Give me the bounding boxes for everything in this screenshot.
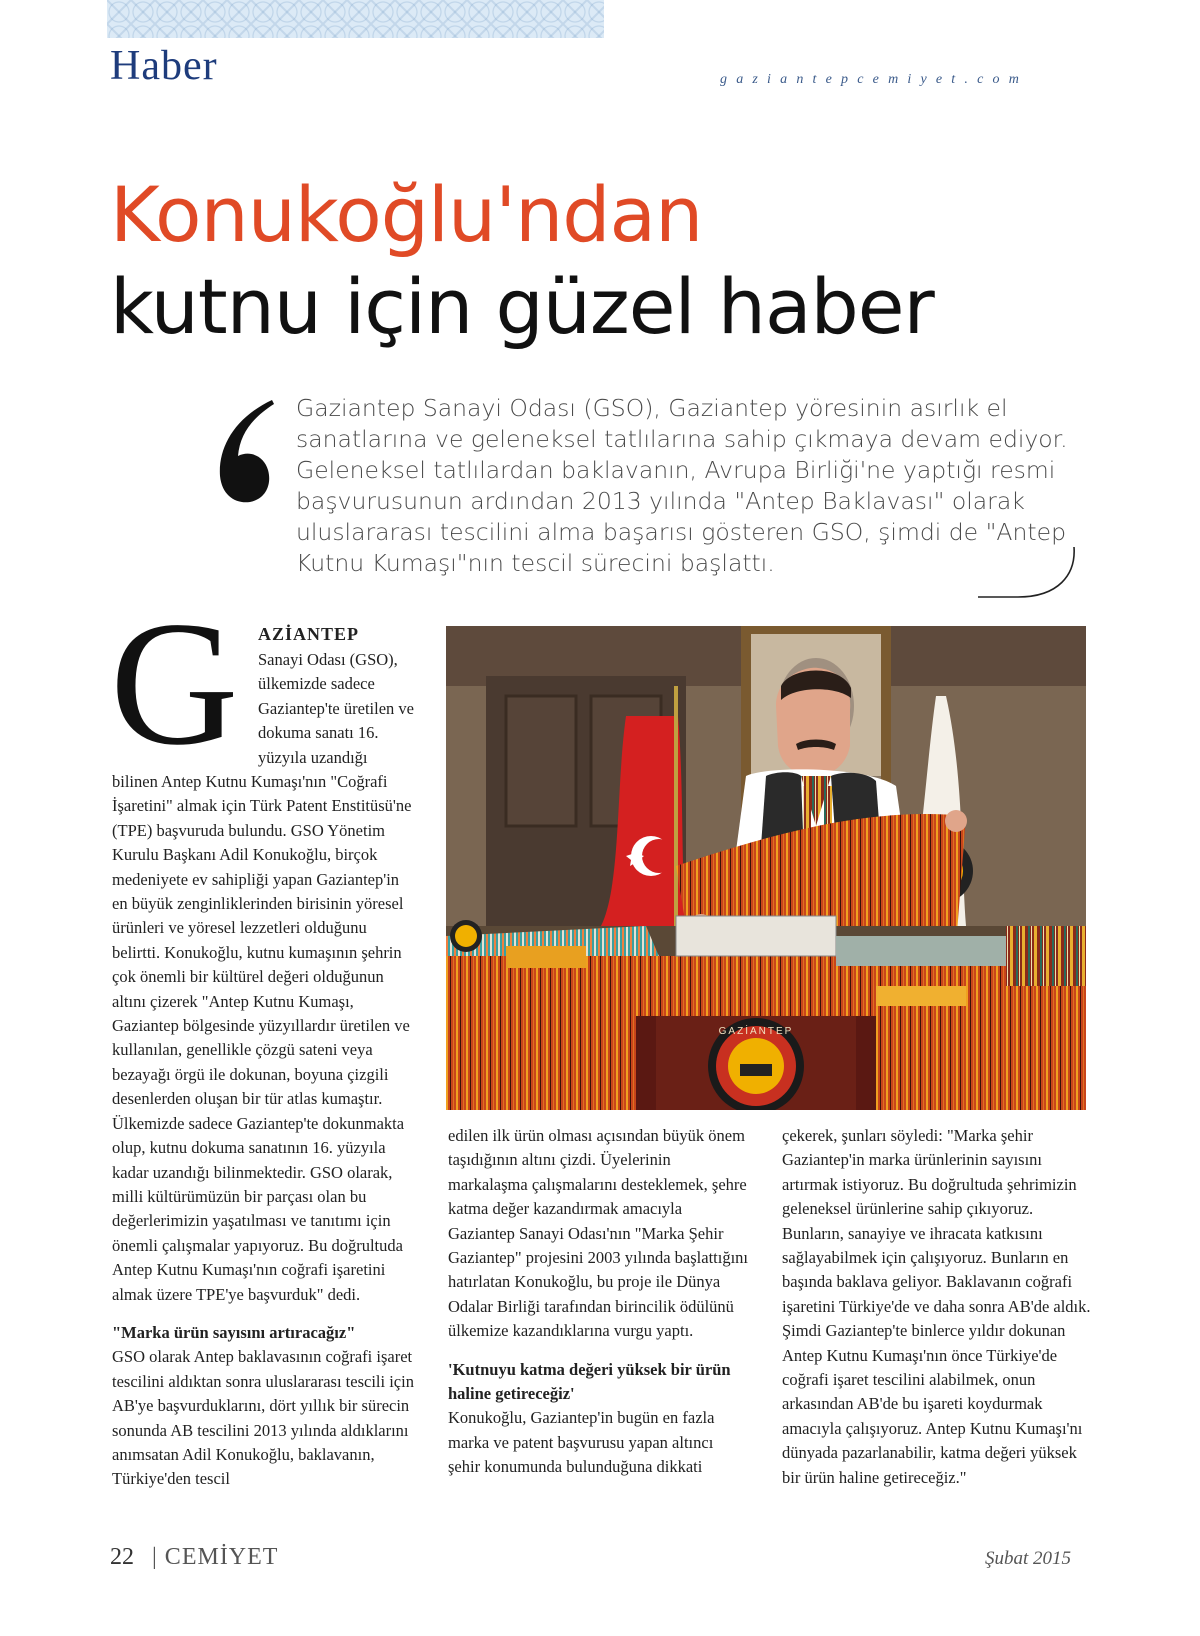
- headline-line-1: Konukoğlu'ndan: [110, 170, 703, 259]
- column-3: [782, 1124, 1094, 1490]
- column-1-subsection-text: GSO olarak Antep baklavasının coğrafi işaret tescilini aldıktan sonra uluslararası tescili için AB'ye başvurduklarını, dört yıllık bir sürecin sonunda AB tescilini 2013 yılında aldıklarını anımsatan Adil Konukoğlu, baklavanın, Türkiye'den tescil: [112, 1347, 414, 1489]
- dropcap-letter: G: [110, 584, 239, 782]
- column-2-paragraph: edilen ilk ürün olması açısından büyük önem taşıdığının altını çizdi. Üyelerinin markalaşma çalışmalarını desteklemek, şehre katma değer kazandırmak amacıyla Gaziantep Sanayi Odası'nın "Marka Şehir Gaziantep" projesini 2003 yılında başlattığını hatırlatan Konukoğlu, bu proje ile Dünya Odalar Birliği tarafından birincilik ödülünü ülkemize kazandıklarına vurgu yaptı.: [448, 1126, 749, 1341]
- lead-paragraph: Gaziantep Sanayi Odası (GSO), Gaziantep yöresinin asırlık el sanatlarına ve geleneksel tatlılarına sahip çıkmaya devam ediyor. Geleneksel tatlılardan baklavanın, Avrupa Birliği'ne yaptığı resmi başvurusunun ardından 2013 yılında "Antep Baklavası" olarak uluslararası tescilini alma başarısı gösteren GSO, şimdi de "Antep Kutnu Kumaşı"nın tescil sürecini başlattı.: [296, 394, 1068, 577]
- decorative-pattern-band: [107, 0, 604, 38]
- column-1: [112, 770, 418, 1492]
- quote-end-flourish-icon: [978, 545, 1078, 601]
- magazine-name: | CEMİYET: [152, 1544, 279, 1570]
- column-3-paragraph: çekerek, şunları söyledi: "Marka şehir Gaziantep'in marka ürünlerinin sayısını artırmak istiyoruz. Bu doğrultuda şehrimizin geleneksel ürünlerine sahip çıkıyoruz. Bunların, sanayiye ve ihracata katkısını sağlayabilmek için çalışıyoruz. Bunların en başında baklava geliyor. Baklavanın coğrafi işaretini Türkiye'de ve daha sonra AB'de aldık. Şimdi Gaziantep'te binlerce yıldır dokunan Antep Kutnu Kumaşı'nın önce Türkiye'de coğrafi işaret tescilini alabilmek, onun arkasından AB'de bu işareti koydurmak amacıyla çalışıyoruz. Antep Kutnu Kumaşı'nı dünyada pazarlanabilir, katma değeri yüksek bir ürün haline getireceğiz.": [782, 1126, 1091, 1487]
- subheading-1: "Marka ürün sayısını artıracağız": [112, 1322, 356, 1342]
- section-label: Haber: [110, 43, 218, 89]
- site-url[interactable]: gaziantepcemiyet.com: [720, 72, 1029, 87]
- column-1-wrap-text: [258, 648, 418, 770]
- article-photo: [446, 626, 1086, 1110]
- quote-mark-icon: [214, 398, 276, 506]
- column-2-subsection-text: Konukoğlu, Gaziantep'in bugün en fazla marka ve patent başvurusu yapan altıncı şehir konumunda bulunduğuna dikkati: [448, 1408, 715, 1477]
- page-number: 22: [110, 1544, 134, 1570]
- photo-illustration: [446, 626, 1086, 1110]
- headline-line-2: kutnu için güzel haber: [110, 262, 934, 351]
- issue-date: Şubat 2015: [985, 1548, 1072, 1569]
- photo-emblem-text: GAZİANTEP: [718, 1026, 794, 1037]
- column-1-paragraph: bilinen Antep Kutnu Kumaşı'nın "Coğrafi İşaretini" almak için Türk Patent Enstitüsü'ne (TPE) başvuruda bulundu. GSO Yönetim Kurulu Başkanı Adil Konukoğlu, birçok medeniyete ev sahipliği yapan Gaziantep'in en büyük zenginliklerinden birisinin yöresel ürünleri ve yöresel lezzetleri olduğunu belirtti. Konukoğlu, kutnu kumaşının şehrin çok önemli bir kültürel değeri olduğunun altını çizerek "Antep Kutnu Kumaşı, Gaziantep bölgesinde yüzyıllardır üretilen ve kullanılan, genellikle çözgü sateni veya bezayağı örgü ile dokunan, boyuna çizgili desenlerden oluşan bir tür atlas kumaştır. Ülkemizde sadece Gaziantep'te dokunmakta olup, kutnu dokuma sanatının 16. yüzyıla kadar uzandığı bilinmektedir. GSO olarak, milli kültürümüzün bir parçası olan bu değerlerimizin yaşatılması ve tanıtımı için önemli çalışmalar yapıyoruz. Bu doğrultuda Antep Kutnu Kumaşı'nın coğrafi işaretini almak üzere TPE'ye başvurduk" dedi.: [112, 772, 412, 1304]
- column-2: [448, 1124, 748, 1480]
- lead-word: AZİANTEP: [258, 624, 360, 644]
- subheading-2: 'Kutnuyu katma değeri yüksek bir ürün haline getireceğiz': [448, 1359, 731, 1404]
- column-1-wrap-paragraph: Sanayi Odası (GSO), ülkemizde sadece Gaziantep'te üretilen ve dokuma sanatı 16. yüzyıla uzandığı: [258, 650, 414, 767]
